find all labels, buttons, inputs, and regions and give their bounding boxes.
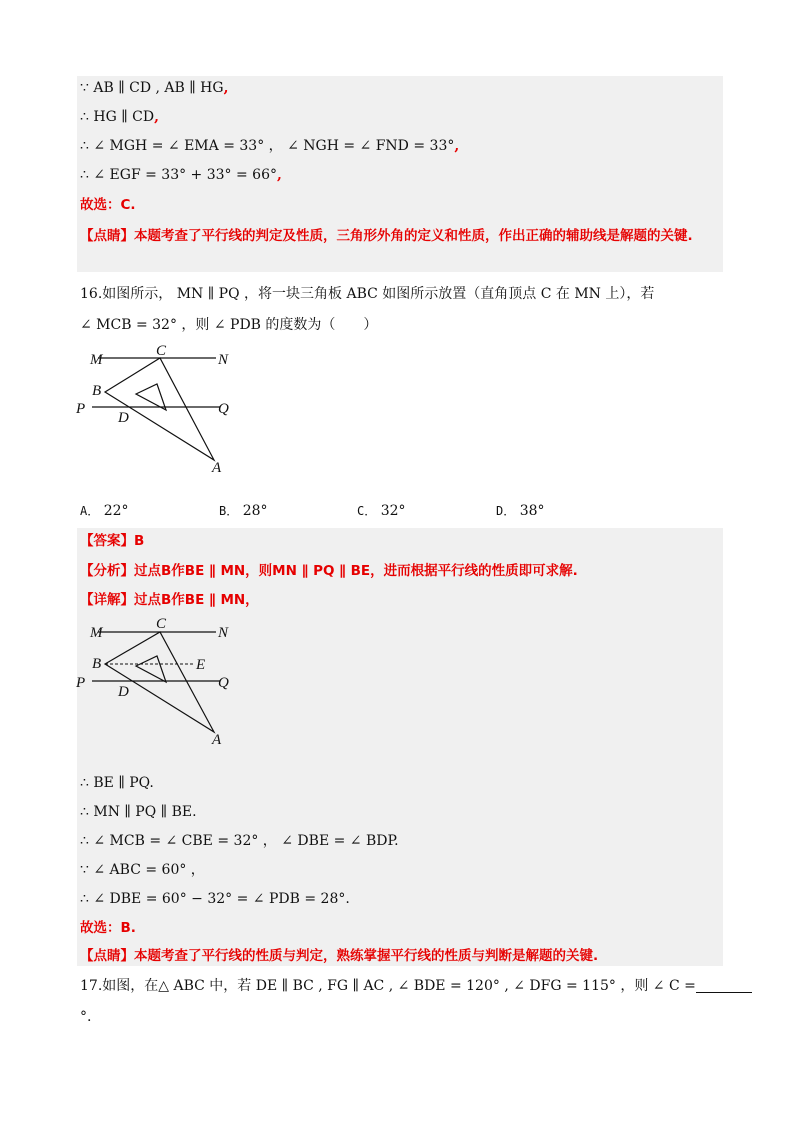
option-b[interactable]: B． 28° bbox=[219, 503, 268, 519]
q16-step-2: ∴ MN ∥ PQ ∥ BE. bbox=[80, 804, 197, 820]
q15-step-1: ∵ AB ∥ CD , AB ∥ HG, bbox=[80, 80, 229, 96]
q15-choice: 故选：C. bbox=[80, 197, 136, 213]
fig1-label-n: N bbox=[218, 352, 229, 368]
fig2-label-p: P bbox=[76, 675, 86, 691]
q16-step-3: ∴ ∠ MCB = ∠ CBE = 32° ， ∠ DBE = ∠ BDP. bbox=[80, 833, 399, 849]
option-c[interactable]: C． 32° bbox=[357, 503, 406, 519]
q17-stem-line2: °. bbox=[80, 1009, 92, 1025]
q16-step-1: ∴ BE ∥ PQ. bbox=[80, 775, 154, 791]
q16-comment: 【点睛】本题考查了平行线的性质与判定，熟练掌握平行线的性质与判断是解题的关键. bbox=[80, 948, 599, 964]
option-d[interactable]: D． 38° bbox=[496, 503, 545, 519]
q16-solution-figure bbox=[72, 612, 242, 752]
fig1-label-c: C bbox=[156, 343, 167, 359]
fig1-label-d: D bbox=[118, 410, 129, 426]
q16-detail: 【详解】过点B作BE ∥ MN， bbox=[80, 592, 259, 608]
fig1-label-p: P bbox=[76, 401, 86, 417]
fig2-label-n: N bbox=[218, 625, 229, 641]
fig1-label-b: B bbox=[92, 383, 102, 399]
fig2-label-q: Q bbox=[218, 675, 229, 691]
q15-step-4: ∴ ∠ EGF = 33° + 33° = 66°, bbox=[80, 167, 282, 183]
fig2-label-a: A bbox=[212, 732, 222, 748]
q15-comment: 【点睛】本题考查了平行线的判定及性质，三角形外角的定义和性质，作出正确的辅助线是解题的关键. bbox=[80, 228, 693, 244]
q17-answer-blank[interactable] bbox=[696, 978, 752, 993]
q17-stem-line1: 17.如图，在△ ABC 中，若 DE ∥ BC , FG ∥ AC , ∠ BDE = 120° , ∠ DFG = 115° ，则 ∠ C = bbox=[80, 976, 752, 996]
q16-conclusion: 故选：B. bbox=[80, 920, 136, 936]
fig1-label-m: M bbox=[90, 352, 103, 368]
fig2-label-e: E bbox=[196, 657, 206, 673]
fig1-label-a: A bbox=[212, 460, 222, 476]
q16-figure bbox=[72, 340, 242, 480]
q16-analysis: 【分析】过点B作BE ∥ MN，则MN ∥ PQ ∥ BE，进而根据平行线的性质即可求解. bbox=[80, 563, 578, 579]
q16-stem-line2: ∠ MCB = 32° ，则 ∠ PDB 的度数为（ ） bbox=[80, 317, 378, 333]
q15-step-3: ∴ ∠ MGH = ∠ EMA = 33° ， ∠ NGH = ∠ FND = 33°, bbox=[80, 138, 460, 154]
fig2-label-c: C bbox=[156, 616, 167, 632]
q16-step-4: ∵ ∠ ABC = 60° ， bbox=[80, 862, 205, 878]
fig2-label-m: M bbox=[90, 625, 103, 641]
q16-answer: 【答案】B bbox=[80, 533, 145, 549]
fig2-label-b: B bbox=[92, 656, 102, 672]
option-a[interactable]: A． 22° bbox=[80, 503, 129, 519]
q16-stem-line1: 16.如图所示， MN ∥ PQ ，将一块三角板 ABC 如图所示放置（直角顶点 C 在 MN 上），若 bbox=[80, 286, 655, 302]
q16-step-5: ∴ ∠ DBE = 60° − 32° = ∠ PDB = 28°. bbox=[80, 891, 350, 907]
fig1-label-q: Q bbox=[218, 401, 229, 417]
q15-step-2: ∴ HG ∥ CD, bbox=[80, 109, 159, 125]
fig2-label-d: D bbox=[118, 684, 129, 700]
